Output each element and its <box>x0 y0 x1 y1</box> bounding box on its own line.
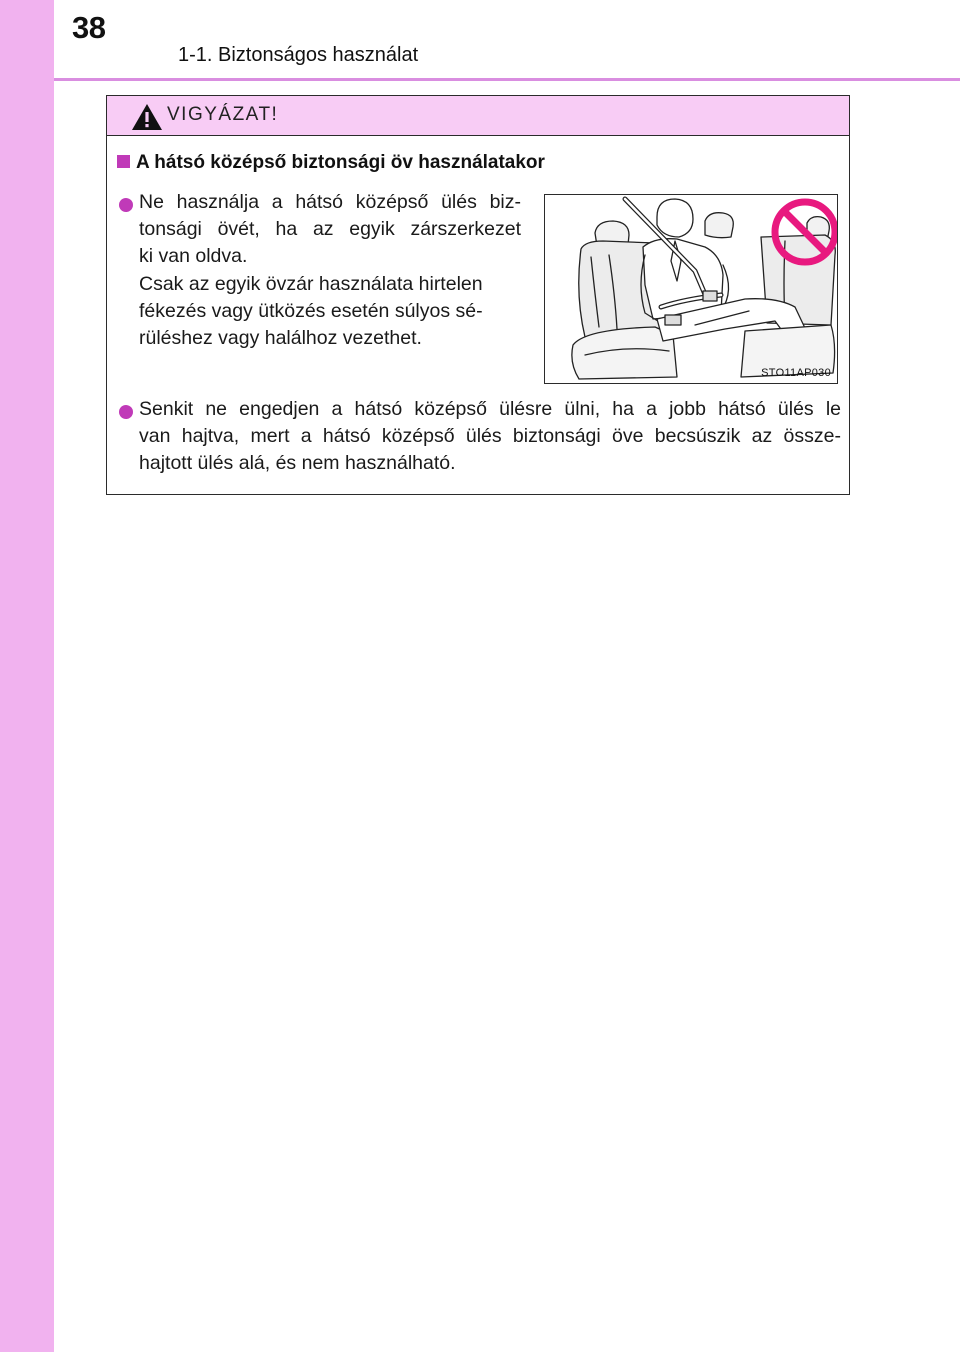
caution-title: VIGYÁZAT! <box>167 104 279 125</box>
text-line: hajtott ülés alá, és nem használható. <box>139 452 456 474</box>
header-rule <box>54 78 960 81</box>
seatbelt-illustration <box>544 194 838 384</box>
text-line: Ne használja a hátsó középső ülés biz- <box>139 191 521 213</box>
note-text <box>139 271 521 352</box>
figure-code: STO11AP030 <box>761 367 831 379</box>
text-line: fékezés vagy ütközés esetén súlyos sé- <box>139 300 483 322</box>
bullet-1-text <box>139 189 521 270</box>
text-line: Senkit ne engedjen a hátsó középső ülésre ülni, ha a jobb hátsó ülés le <box>139 398 841 420</box>
caution-header <box>107 96 849 136</box>
side-color-strip <box>0 0 54 1352</box>
text-line: ki van oldva. <box>139 245 248 267</box>
subheading-text: A hátsó középső biztonsági öv használatakor <box>136 152 545 173</box>
bullet-icon <box>119 405 133 419</box>
page-number: 38 <box>72 10 106 45</box>
warning-triangle-icon <box>131 103 163 131</box>
section-title: 1-1. Biztonságos használat <box>178 44 419 66</box>
caution-box <box>106 95 850 495</box>
bullet-2-text <box>139 396 841 477</box>
text-line: van hajtva, mert a hátsó középső ülés biztonsági öve becsúszik az össze- <box>139 425 841 447</box>
bullet-icon <box>119 198 133 212</box>
text-line: rüléshez vagy halálhoz vezethet. <box>139 327 422 349</box>
rear-seat-drawing <box>545 195 838 384</box>
square-bullet-icon <box>117 155 130 168</box>
text-line: tonsági övét, ha az egyik zárszerkezet <box>139 218 521 240</box>
caution-subheading <box>117 152 545 174</box>
text-line: Csak az egyik övzár használata hirtelen <box>139 273 483 295</box>
